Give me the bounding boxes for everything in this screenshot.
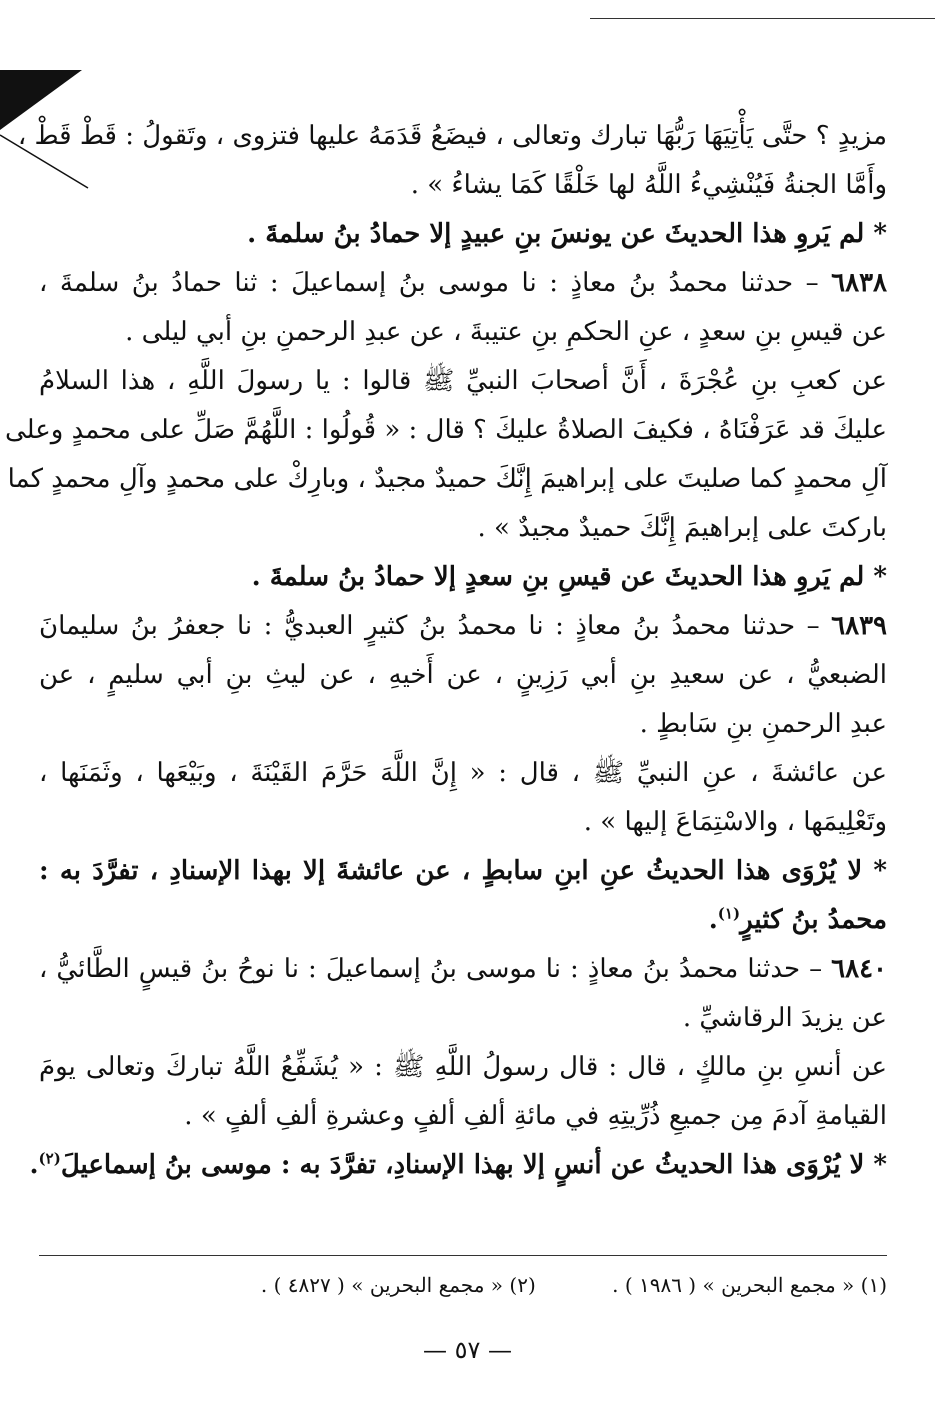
hadith-number: ٦٨٣٨ bbox=[831, 268, 887, 298]
text-line-22 bbox=[29, 1141, 887, 1190]
line-text: عليكَ قد عَرَفْنَاهُ ، فكيفَ الصلاةُ عليكَ ؟ قال : « قُولُوا : اللَّهُمَّ صَلِّ على محمدٍ وعلى bbox=[4, 415, 887, 445]
line-text: عن أنسِ بنِ مالكٍ ، قال : قال رسولُ اللَّهِ ﷺ : « يُشَفِّعُ اللَّهُ تباركَ وتعالى يومَ bbox=[39, 1052, 887, 1082]
body-text bbox=[4, 112, 887, 1190]
hadith-number: ٦٨٣٩ bbox=[831, 611, 887, 641]
line-text: عن عائشةَ ، عنِ النبيِّ ﷺ ، قال : « إِنَّ اللَّهَ حَرَّمَ القَيْنَةَ ، وبَيْعَها ، وثَمَنَها ، bbox=[39, 758, 887, 788]
text-line-14 bbox=[39, 749, 887, 798]
line-text: * لم يَروِ هذا الحديثَ عن يونسَ بنِ عبيدٍ إلا حمادُ بنُ سلمةَ . bbox=[247, 219, 887, 249]
text-line-1 bbox=[17, 112, 887, 161]
line-text: عن قيسِ بنِ سعدٍ ، عنِ الحكمِ بنِ عتيبةَ ، عن عبدِ الرحمنِ بنِ أبي ليلى . bbox=[125, 317, 887, 347]
line-tail: . bbox=[29, 1150, 39, 1180]
text-line-17 bbox=[39, 896, 887, 945]
footnote-ref: (٢) bbox=[38, 1149, 61, 1168]
line-text: عبدِ الرحمنِ بنِ سَابطٍ . bbox=[639, 709, 887, 739]
line-text: * لم يَروِ هذا الحديثَ عن قيسِ بنِ سعدٍ إلا حمادُ بنُ سلمةَ . bbox=[251, 562, 887, 592]
footnote-1: (١) « مجمع البحرين » ( ١٩٨٦ ) . bbox=[612, 1273, 887, 1297]
line-text: القيامةِ آدمَ مِن جميعِ ذُرِّيتِهِ في مائةِ ألفِ ألفٍ وعشرةِ ألفِ ألفٍ » . bbox=[184, 1101, 887, 1131]
line-tail: . bbox=[708, 905, 718, 935]
header-rule bbox=[590, 18, 935, 19]
text-line-2 bbox=[39, 161, 887, 210]
text-line-16 bbox=[39, 847, 887, 896]
line-text: * لا يُرْوَى هذا الحديثُ عن أنسٍ إلا بهذا الإسنادِ، تفرَّدَ به : موسى بنُ إسماعيلَ bbox=[60, 1150, 887, 1180]
footnote-2: (٢) « مجمع البحرين » ( ٤٨٢٧ ) . bbox=[260, 1273, 536, 1297]
line-text: عن كعبِ بنِ عُجْرَةَ ، أَنَّ أصحابَ النبيِّ ﷺ قالوا : يا رسولَ اللَّهِ ، هذا السلامُ bbox=[39, 366, 887, 396]
line-text: – حدثنا محمدُ بنُ معاذٍ : نا موسى بنُ إسماعيلَ : ثنا حمادُ بنُ سلمةَ ، bbox=[39, 268, 819, 298]
text-line-3 bbox=[39, 210, 887, 259]
text-line-12 bbox=[39, 651, 887, 700]
line-text: مزيدٍ ؟ حتَّى يَأْتِيَهَا رَبُّهَا تبارك وتعالى ، فيضَعُ قَدَمَهُ عليها فتزوى ، وتَقولُ : قَطْ قَطْ ، bbox=[17, 121, 887, 151]
line-text: محمدُ بنُ كثيرٍ bbox=[740, 905, 887, 935]
text-line-20 bbox=[39, 1043, 887, 1092]
text-line-6 bbox=[39, 357, 887, 406]
text-line-18 bbox=[39, 945, 887, 994]
text-line-5 bbox=[39, 308, 887, 357]
line-text: آلِ محمدٍ كما صليتَ على إبراهيمَ إِنَّكَ حميدٌ مجيدٌ ، وبارِكْ على محمدٍ وآلِ محمدٍ كما bbox=[7, 464, 887, 494]
line-text: عن يزيدَ الرقاشيِّ . bbox=[682, 1003, 887, 1033]
footnote-rule bbox=[39, 1255, 887, 1256]
line-text: باركتَ على إبراهيمَ إِنَّكَ حميدٌ مجيدٌ » . bbox=[477, 513, 887, 543]
line-text: * لا يُرْوَى هذا الحديثُ عنِ ابنِ سابطٍ ، عن عائشةَ إلا بهذا الإسنادِ ، تفرَّدَ به : bbox=[39, 856, 887, 886]
page-number: — ٥٧ — bbox=[422, 1336, 513, 1364]
text-line-21 bbox=[39, 1092, 887, 1141]
line-text: وتَعْلِيمَها ، والاسْتِمَاعَ إليها » . bbox=[583, 807, 887, 837]
text-line-19 bbox=[39, 994, 887, 1043]
text-line-11 bbox=[39, 602, 887, 651]
hadith-number: ٦٨٤٠ bbox=[831, 954, 887, 984]
text-line-4 bbox=[39, 259, 887, 308]
text-line-7 bbox=[4, 406, 887, 455]
text-line-13 bbox=[39, 700, 887, 749]
text-line-15 bbox=[39, 798, 887, 847]
line-text: – حدثنا محمدُ بنُ معاذٍ : نا محمدُ بنُ كثيرٍ العبديُّ : نا جعفرُ بنُ سليمانَ bbox=[39, 611, 820, 641]
line-text: الضبعيُّ ، عن سعيدِ بنِ أبي رَزِينٍ ، عن أَخيهِ ، عن ليثِ بنِ أبي سليمٍ ، عن bbox=[39, 660, 887, 690]
footnotes bbox=[39, 1265, 887, 1305]
text-line-10 bbox=[39, 553, 887, 602]
footnote-ref: (١) bbox=[717, 904, 741, 923]
line-text: وأَمَّا الجنةُ فَيُنْشِيءُ اللَّهُ لها خَلْقًا كَمَا يشاءُ » . bbox=[410, 170, 887, 200]
text-line-8 bbox=[7, 455, 887, 504]
text-line-9 bbox=[39, 504, 887, 553]
line-text: – حدثنا محمدُ بنُ معاذٍ : نا موسى بنُ إسماعيلَ : نا نوحُ بنُ قيسٍ الطَّائيُّ ، bbox=[39, 954, 823, 984]
